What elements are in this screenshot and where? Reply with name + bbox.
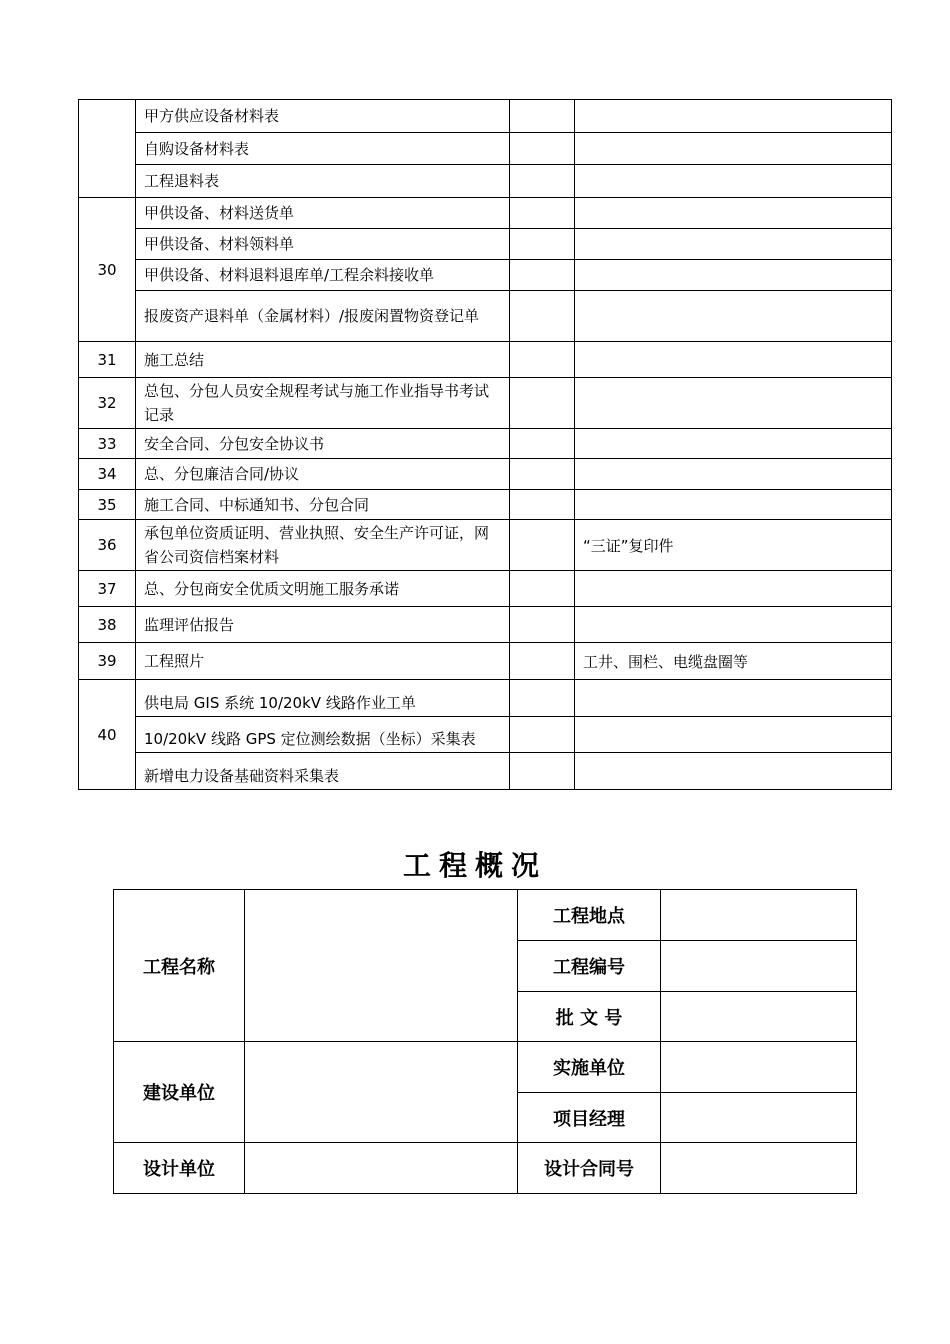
pages-cell bbox=[510, 717, 575, 753]
remark-cell bbox=[575, 607, 892, 643]
remark-cell bbox=[575, 260, 892, 291]
construction-unit-label: 建设单位 bbox=[114, 1042, 245, 1143]
row-number: 30 bbox=[79, 198, 136, 342]
row-number: 32 bbox=[79, 378, 136, 429]
list-item: 施工合同、中标通知书、分包合同 bbox=[136, 490, 510, 520]
remark-cell bbox=[575, 429, 892, 459]
list-item: 甲供设备、材料退料退库单/工程余料接收单 bbox=[136, 260, 510, 291]
pages-cell bbox=[510, 378, 575, 429]
list-item: 10/20kV 线路 GPS 定位测绘数据（坐标）采集表 bbox=[136, 717, 510, 753]
project-name-label: 工程名称 bbox=[114, 890, 245, 1042]
remark-cell bbox=[575, 571, 892, 607]
project-overview-table bbox=[113, 889, 857, 1194]
row-number: 31 bbox=[79, 342, 136, 378]
list-item: 总、分包廉洁合同/协议 bbox=[136, 459, 510, 490]
list-item: 新增电力设备基础资料采集表 bbox=[136, 753, 510, 790]
list-item: 工程照片 bbox=[136, 643, 510, 680]
list-item: 报废资产退料单（金属材料）/报废闲置物资登记单 bbox=[136, 291, 510, 342]
list-item: 甲供设备、材料送货单 bbox=[136, 198, 510, 229]
row-number: 33 bbox=[79, 429, 136, 459]
pages-cell bbox=[510, 459, 575, 490]
list-item: 甲供设备、材料领料单 bbox=[136, 229, 510, 260]
pages-cell bbox=[510, 607, 575, 643]
remark-cell: “三证”复印件 bbox=[575, 520, 892, 571]
remark-cell bbox=[575, 459, 892, 490]
pages-cell bbox=[510, 643, 575, 680]
project-manager-value bbox=[661, 1093, 857, 1143]
pages-cell bbox=[510, 342, 575, 378]
remark-cell: 工井、围栏、电缆盘圈等 bbox=[575, 643, 892, 680]
project-number-label: 工程编号 bbox=[518, 941, 661, 992]
remark-cell bbox=[575, 378, 892, 429]
pages-cell bbox=[510, 198, 575, 229]
project-number-value bbox=[661, 941, 857, 992]
approval-number-value bbox=[661, 992, 857, 1042]
row-number: 40 bbox=[79, 680, 136, 790]
row-number: 37 bbox=[79, 571, 136, 607]
list-item: 甲方供应设备材料表 bbox=[136, 100, 510, 133]
design-unit-label: 设计单位 bbox=[114, 1143, 245, 1194]
project-name-value bbox=[245, 890, 518, 1042]
pages-cell bbox=[510, 291, 575, 342]
remark-cell bbox=[575, 490, 892, 520]
pages-cell bbox=[510, 571, 575, 607]
remark-cell bbox=[575, 753, 892, 790]
list-item: 总、分包商安全优质文明施工服务承诺 bbox=[136, 571, 510, 607]
pages-cell bbox=[510, 229, 575, 260]
design-unit-value bbox=[245, 1143, 518, 1194]
approval-number-label: 批 文 号 bbox=[518, 992, 661, 1042]
pages-cell bbox=[510, 680, 575, 717]
pages-cell bbox=[510, 100, 575, 133]
pages-cell bbox=[510, 165, 575, 198]
project-manager-label: 项目经理 bbox=[518, 1093, 661, 1143]
list-item: 自购设备材料表 bbox=[136, 133, 510, 165]
implementing-unit-value bbox=[661, 1042, 857, 1093]
remark-cell bbox=[575, 717, 892, 753]
design-contract-value bbox=[661, 1143, 857, 1194]
remark-cell bbox=[575, 291, 892, 342]
project-location-label: 工程地点 bbox=[518, 890, 661, 941]
pages-cell bbox=[510, 260, 575, 291]
design-contract-label: 设计合同号 bbox=[518, 1143, 661, 1194]
construction-unit-value bbox=[245, 1042, 518, 1143]
list-item: 施工总结 bbox=[136, 342, 510, 378]
archive-list-table bbox=[78, 99, 892, 790]
pages-cell bbox=[510, 133, 575, 165]
row-number-cell bbox=[79, 100, 136, 198]
list-item: 供电局 GIS 系统 10/20kV 线路作业工单 bbox=[136, 680, 510, 717]
project-location-value bbox=[661, 890, 857, 941]
list-item: 监理评估报告 bbox=[136, 607, 510, 643]
pages-cell bbox=[510, 429, 575, 459]
row-number: 38 bbox=[79, 607, 136, 643]
row-number: 35 bbox=[79, 490, 136, 520]
row-number: 34 bbox=[79, 459, 136, 490]
row-number: 39 bbox=[79, 643, 136, 680]
remark-cell bbox=[575, 100, 892, 133]
remark-cell bbox=[575, 680, 892, 717]
remark-cell bbox=[575, 342, 892, 378]
remark-cell bbox=[575, 133, 892, 165]
row-number: 36 bbox=[79, 520, 136, 571]
list-item: 安全合同、分包安全协议书 bbox=[136, 429, 510, 459]
list-item: 承包单位资质证明、营业执照、安全生产许可证，网省公司资信档案材料 bbox=[136, 520, 510, 571]
pages-cell bbox=[510, 520, 575, 571]
remark-cell bbox=[575, 198, 892, 229]
list-item: 总包、分包人员安全规程考试与施工作业指导书考试记录 bbox=[136, 378, 510, 429]
overview-title: 工程概况 bbox=[402, 849, 547, 882]
pages-cell bbox=[510, 753, 575, 790]
remark-cell bbox=[575, 229, 892, 260]
remark-cell bbox=[575, 165, 892, 198]
implementing-unit-label: 实施单位 bbox=[518, 1042, 661, 1093]
list-item: 工程退料表 bbox=[136, 165, 510, 198]
pages-cell bbox=[510, 490, 575, 520]
